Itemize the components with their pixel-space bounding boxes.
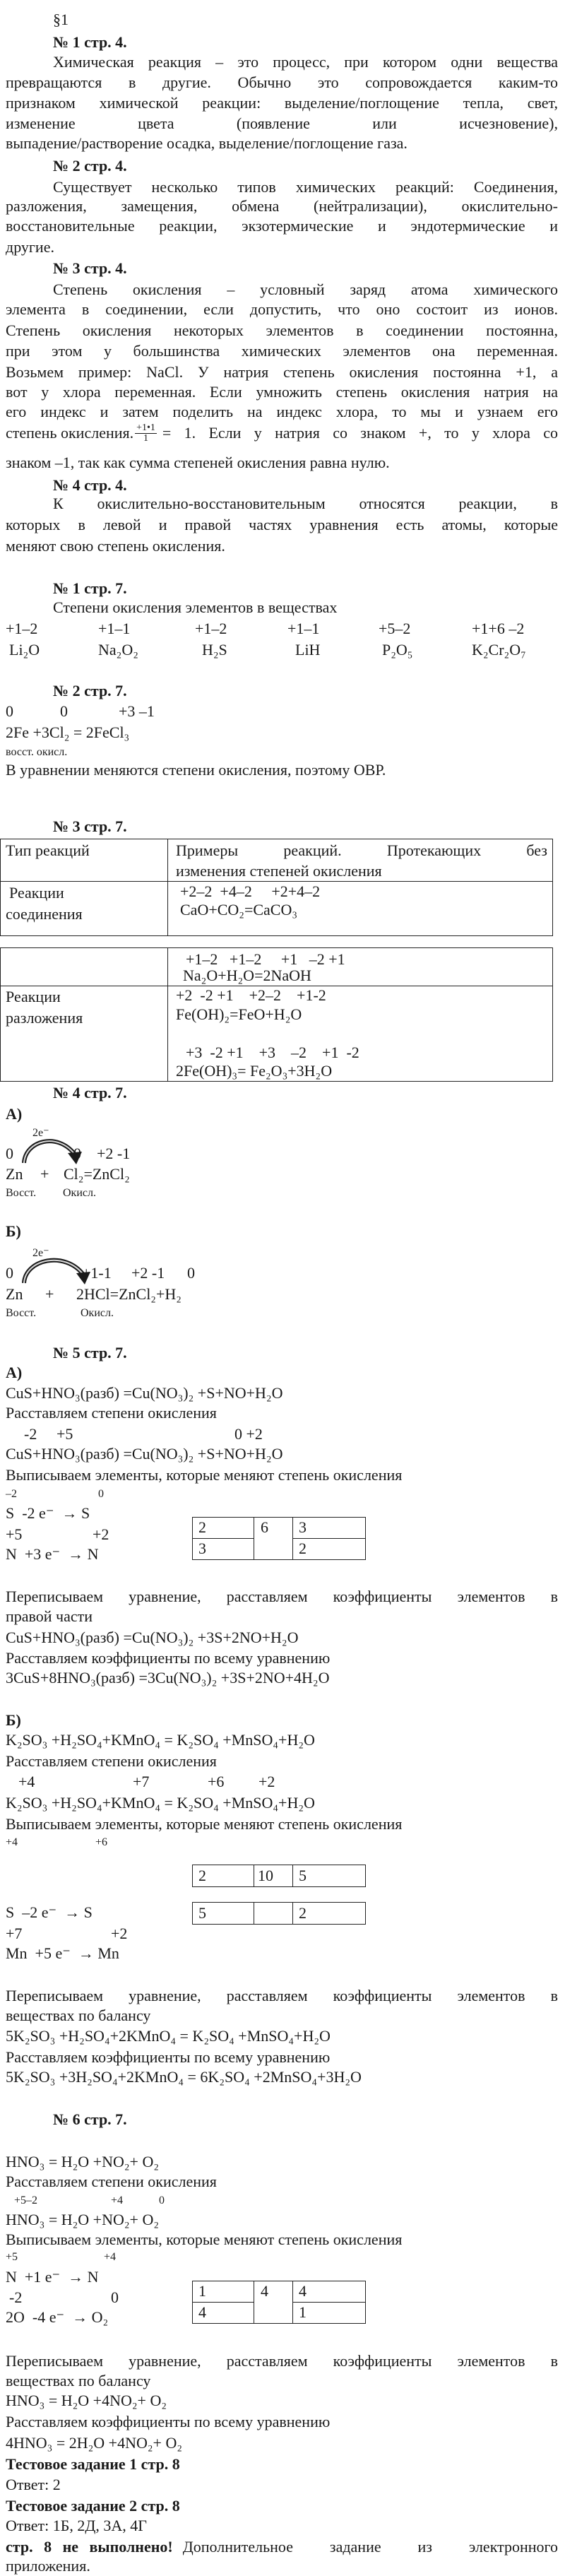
heading-t2p4: № 2 стр. 4.: [53, 157, 127, 175]
ox-label: +2: [93, 1525, 109, 1543]
ox-label: +3 –1: [119, 702, 155, 720]
text-line: восстановительные реакции, экзотермические и эндотермические и: [6, 217, 558, 235]
equation: 2HCl=ZnCl₂+H₂: [76, 1285, 182, 1303]
equation: K₂SO₃ +H₂SO₄+KMnO₄ = K₂SO₄ +MnSO₄+H₂O: [6, 1731, 315, 1749]
formula: Na₂O₂: [98, 641, 138, 658]
ox-label: +4: [6, 1836, 18, 1848]
equation: 2Fe +3Cl₂ = 2FeCl₃: [6, 723, 130, 741]
balance-table-bottom: [192, 1902, 366, 1925]
header-cell-type: Тип реакций: [6, 841, 90, 859]
balance-cell: 2: [198, 1518, 206, 1536]
equation: HNO₃ = H₂O +NO₂+ O₂: [6, 2211, 160, 2228]
ox-label: +2 -2 +1 +2–2 +1-2: [176, 986, 326, 1004]
text-line: вот у хлора переменная. Если умножить степень окисления натрия на: [6, 383, 558, 401]
fraction-numerator: +1•1: [136, 422, 155, 433]
plus-sign: +: [45, 1285, 54, 1303]
formula: K₂Cr₂O₇: [472, 641, 526, 658]
ox-label: +5–2: [14, 2194, 38, 2206]
reaction-type: Реакции: [6, 988, 61, 1005]
ox-label: 0: [159, 2194, 165, 2206]
step-text: Выписываем элементы, которые меняют степень окисления: [6, 1466, 403, 1484]
ox-label: 0: [6, 1264, 13, 1282]
balance-cell: 3: [299, 1518, 307, 1536]
text-line: Существует несколько типов химических реакций: Соединения,: [53, 178, 558, 196]
ox-label: +3 -2 +1 +3 –2 +1 -2: [186, 1044, 359, 1061]
part-label-a: А): [6, 1105, 23, 1123]
equation: CuS+HNO₃(разб) =Cu(NO₃)₂ +S+NO+H₂O: [6, 1384, 283, 1402]
part-label-a: А): [6, 1364, 23, 1381]
electron-count: 2e⁻: [32, 1127, 49, 1139]
ox-label: -2: [9, 2288, 23, 2306]
heading-t1p7: № 1 стр. 7.: [53, 579, 127, 597]
formula: H₂S: [202, 641, 227, 658]
text-line: при этом у большинства химических элементов она переменная.: [6, 342, 558, 360]
reaction-type: разложения: [6, 1009, 83, 1027]
step-text: Расставляем степени окисления: [6, 2173, 217, 2190]
equation-final: 3CuS+8HNO₃(разб) =3Cu(NO₃)₂ +3S+2NO+4H₂O: [6, 1669, 330, 1686]
heading-t1p4: № 1 стр. 4.: [53, 33, 127, 51]
equation: HNO₃ = H₂O +NO₂+ O₂: [6, 2153, 160, 2170]
text-line: Степень окисления некоторых элементов в соединении постоянна,: [6, 321, 558, 339]
text-line: изменение цвета (появление или исчезновение),: [6, 114, 558, 132]
roles-label: восст. окисл.: [6, 746, 68, 758]
heading-t6p7: № 6 стр. 7.: [53, 2110, 127, 2128]
ox-label: +2–2 +4–2 +2+4–2: [180, 882, 321, 900]
ox-label: +1–2 +1–2 +1 –2 +1: [186, 950, 345, 968]
role-label: Восст.: [6, 1307, 37, 1319]
fraction: [135, 423, 157, 444]
role-label: Окисл.: [63, 1187, 96, 1199]
ox-label: –2: [6, 1488, 17, 1500]
text-line: Степень окисления – условный заряд атома химического: [53, 280, 558, 298]
ox-label: 0: [60, 702, 68, 720]
balance-cell: 3: [198, 1540, 206, 1557]
half-reaction: Mn +5 e⁻ → Mn: [6, 1944, 119, 1962]
equation-final: 4HNO₃ = 2H₂O +4NO₂+ O₂: [6, 2434, 183, 2452]
conclusion: В уравнении меняются степени окисления, поэтому ОВР.: [6, 761, 386, 779]
column-divider: [292, 1865, 293, 1886]
ox-label: +4: [104, 2251, 117, 2263]
formula: LiH: [295, 641, 321, 658]
step-text: Расставляем коэффициенты по всему уравнению: [6, 2413, 331, 2430]
step-text: веществах по балансу: [6, 2372, 151, 2389]
test-answer-2: Ответ: 1Б, 2Д, 3А, 4Г: [6, 2517, 147, 2534]
text-segment: степень окисления.: [6, 424, 134, 442]
step-text: Переписываем уравнение, расставляем коэффициенты элементов в: [6, 1588, 558, 1605]
balance-cell: 4: [299, 2282, 307, 2300]
ox-label: +5: [6, 1525, 23, 1543]
ox-label: +5: [56, 1425, 73, 1443]
balance-cell: 10: [258, 1867, 273, 1884]
balance-cell: 4: [261, 2282, 268, 2300]
step-text: Переписываем уравнение, расставляем коэффициенты элементов в: [6, 2352, 558, 2370]
ox-label: 0: [187, 1264, 195, 1282]
column-divider: [167, 948, 168, 1081]
part-label-b: Б): [6, 1222, 21, 1240]
balance-cell: 2: [198, 1867, 206, 1884]
ox-label: +1–1: [287, 620, 320, 637]
equation: CuS+HNO₃(разб) =Cu(NO₃)₂ +S+NO+H₂O: [6, 1445, 283, 1463]
ox-label: 0: [73, 1145, 81, 1162]
equation: Cl₂=ZnCl₂: [64, 1165, 130, 1183]
text-line: Возьмем пример: NaCl. У натрия степень окисления постоянна +1, а: [6, 363, 558, 381]
reaction-type: соединения: [6, 905, 83, 923]
equation: CuS+HNO₃(разб) =Cu(NO₃)₂ +3S+2NO+H₂O: [6, 1629, 299, 1646]
ox-label: 0: [6, 1145, 13, 1162]
equation: 2Fe(OH)₃= Fe₂O₃+3H₂O: [176, 1062, 333, 1080]
column-divider: [292, 1903, 293, 1924]
step-text: Расставляем степени окисления: [6, 1404, 217, 1422]
text-line: его индекс и затем поделить на индекс хлора, то мы и узнаем его: [6, 403, 558, 420]
half-reaction: N +1 e⁻ → N: [6, 2268, 99, 2286]
role-label: Восст.: [6, 1187, 37, 1199]
balance-cell: 4: [198, 2303, 206, 2321]
text-line: другие.: [6, 238, 54, 256]
half-reaction: N +3 e⁻ → N: [6, 1545, 99, 1563]
step-text: Расставляем коэффициенты по всему уравнению: [6, 2048, 331, 2066]
text-segment: = 1. Если у натрия со знаком +, то у хлора со: [162, 424, 558, 442]
balance-table-top: [192, 1865, 366, 1887]
note-text: Дополнительное задание из электронного: [182, 2538, 558, 2556]
electron-count: 2e⁻: [32, 1247, 49, 1259]
test-heading-1: Тестовое задание 1 стр. 8: [6, 2455, 180, 2473]
text-line: элемента в соединении, если допустить, что оно состоит из ионов.: [6, 300, 558, 318]
part-label-b: Б): [6, 1711, 21, 1729]
balance-cell: 2: [299, 1540, 307, 1557]
heading-t3p7: № 3 стр. 7.: [53, 817, 127, 835]
ox-label: +1+6 –2: [472, 620, 525, 637]
text-line: знаком –1, так как сумма степеней окисления равна нулю.: [6, 454, 390, 471]
step-text: Переписываем уравнение, расставляем коэффициенты элементов в: [6, 1987, 558, 2004]
note-bold: стр. 8 не выполнено!: [6, 2538, 173, 2556]
balance-cell: 1: [198, 2282, 206, 2300]
step-text: правой части: [6, 1607, 93, 1625]
text-line: превращаются в другие. Обычно это сопровождается каким-то: [6, 73, 558, 91]
text-line: К окислительно-восстановительным относятся реакции, в: [53, 495, 558, 512]
reaction-table-2: [0, 947, 553, 1082]
paragraph-mark: §1: [53, 11, 69, 28]
ox-label: +1–2: [195, 620, 227, 637]
balance-cell: 1: [299, 2303, 307, 2321]
step-text: Расставляем степени окисления: [6, 1752, 217, 1770]
header-cell-examples-line2: изменения степеней окисления: [176, 862, 382, 880]
equation: 5K₂SO₃ +H₂SO₄+2KMnO₄ = K₂SO₄ +MnSO₄+H₂O: [6, 2027, 331, 2045]
ox-label: +2 -1: [131, 1264, 165, 1282]
ox-label: +4: [111, 2194, 124, 2206]
text-line: меняют свою степень окисления.: [6, 537, 225, 555]
equation: HNO₃ = H₂O +4NO₂+ O₂: [6, 2392, 167, 2409]
ox-label: 0: [111, 2288, 119, 2306]
note-last: приложения.: [6, 2557, 90, 2575]
formula: P₂O₅: [382, 641, 413, 658]
text-line: выпадение/растворение осадка, выделение/поглощение газа.: [6, 134, 408, 152]
heading-t2p7: № 2 стр. 7.: [53, 682, 127, 699]
fraction-denominator: 1: [143, 432, 149, 444]
equation: Na₂O+H₂O=2NaOH: [183, 967, 311, 984]
ox-label: +5–2: [379, 620, 411, 637]
ox-label: +2: [258, 1773, 275, 1790]
test-answer-1: Ответ: 2: [6, 2476, 61, 2493]
reaction-type: Реакции: [9, 884, 64, 902]
ox-label: +6: [95, 1836, 108, 1848]
heading-t4p7: № 4 стр. 7.: [53, 1084, 127, 1101]
ox-label: +1-1: [82, 1264, 112, 1282]
ox-label: +5: [6, 2251, 18, 2263]
column-divider: [167, 839, 168, 935]
ox-label: +7: [133, 1773, 150, 1790]
step-text: веществах по балансу: [6, 2007, 151, 2024]
half-reaction: 2O -4 e⁻ → O₂: [6, 2308, 109, 2326]
heading-t5p7: № 5 стр. 7.: [53, 1344, 127, 1361]
text-line: признаком химической реакции: выделение/поглощение тепла, свет,: [6, 94, 558, 112]
fraction-line: [6, 423, 558, 443]
header-cell-examples: Примеры реакций. Протекающих без: [176, 841, 547, 859]
ox-label: 0: [6, 702, 13, 720]
ox-label: +7: [6, 1925, 23, 1942]
role-label: Окисл.: [81, 1307, 114, 1319]
ox-label: 0 +2: [234, 1425, 263, 1443]
step-text: Расставляем коэффициенты по всему уравнению: [6, 1649, 331, 1667]
ox-label: +2 -1: [97, 1145, 131, 1162]
balance-cell: 6: [261, 1518, 268, 1536]
ox-label: +4: [18, 1773, 35, 1790]
balance-cell: 5: [198, 1904, 206, 1922]
equation: Fe(OH)₂=FeO+H₂O: [176, 1005, 302, 1023]
ox-label: +1–2: [6, 620, 38, 637]
text-line: Химическая реакция – это процесс, при котором одни вещества: [53, 53, 558, 71]
formula: Li₂O: [9, 641, 40, 658]
heading-t3p4: № 3 стр. 4.: [53, 259, 127, 277]
text-line: разложения, замещения, обмена (нейтрализации), окислительно-: [6, 197, 558, 215]
reactant: Zn: [6, 1165, 23, 1183]
equation-final: 5K₂SO₃ +3H₂SO₄+2KMnO₄ = 6K₂SO₄ +2MnSO₄+3H₂O: [6, 2068, 362, 2086]
balance-table: [192, 2281, 366, 2324]
step-text: Выписываем элементы, которые меняют степень окисления: [6, 1815, 403, 1833]
half-reaction: S –2 e⁻ → S: [6, 1903, 93, 1921]
ox-label: 0: [98, 1488, 104, 1500]
equation: CaO+CO₂=CaCO₃: [180, 901, 298, 918]
half-reaction: S -2 e⁻ → S: [6, 1504, 90, 1522]
ox-label: +6: [208, 1773, 225, 1790]
plus-sign: +: [40, 1165, 49, 1183]
text-line: которых в левой и правой частях уравнения есть атомы, которые: [6, 516, 558, 533]
step-text: Выписываем элементы, которые меняют степень окисления: [6, 2231, 403, 2248]
ox-label: +1–1: [98, 620, 131, 637]
balance-cell: 5: [299, 1867, 307, 1884]
reaction-table-1: [0, 839, 553, 936]
equation: K₂SO₃ +H₂SO₄+KMnO₄ = K₂SO₄ +MnSO₄+H₂O: [6, 1794, 315, 1812]
intro-text: Степени окисления элементов в веществах: [53, 598, 338, 616]
note-line: [6, 2537, 558, 2557]
test-heading-2: Тестовое задание 2 стр. 8: [6, 2497, 180, 2515]
balance-cell: 2: [299, 1904, 307, 1922]
ox-label: +2: [111, 1925, 128, 1942]
balance-table: [192, 1517, 366, 1560]
heading-t4p4: № 4 стр. 4.: [53, 476, 127, 494]
reactant: Zn: [6, 1285, 23, 1303]
ox-label: -2: [24, 1425, 37, 1443]
